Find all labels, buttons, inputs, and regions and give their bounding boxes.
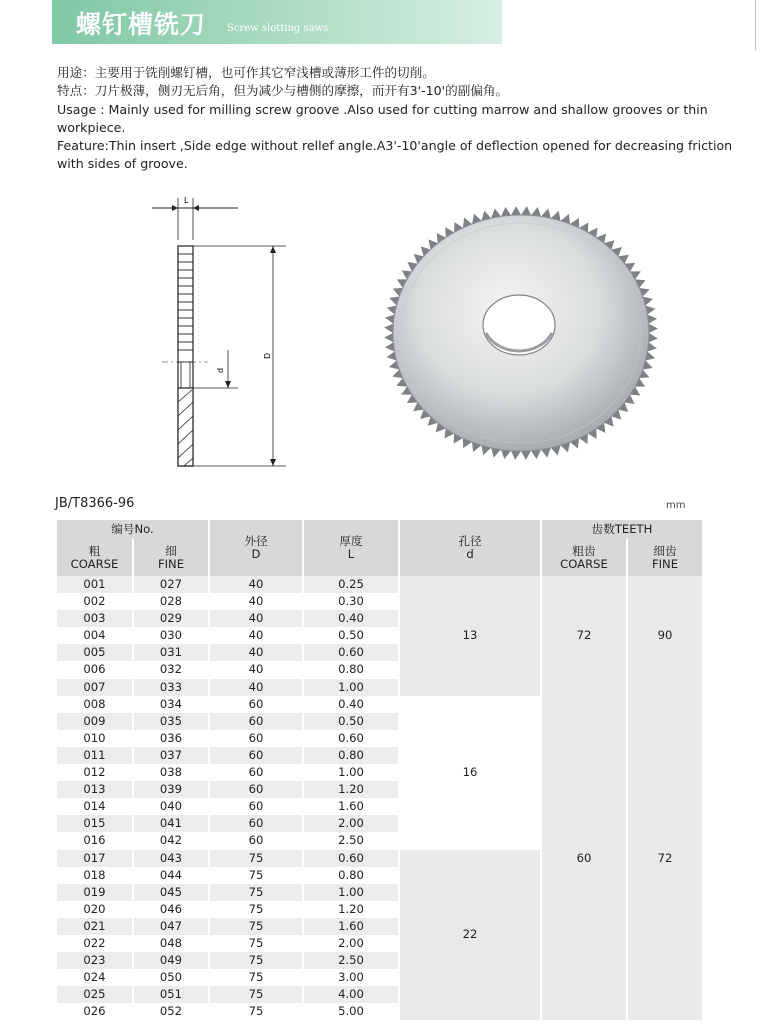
cell-thickness: 0.40 <box>304 610 400 627</box>
cell-fine-no: 042 <box>134 832 210 849</box>
cell-fine-no: 041 <box>134 815 210 832</box>
cell-thickness: 0.60 <box>304 730 400 747</box>
cell-thickness: 2.00 <box>304 815 400 832</box>
cell-fine-no: 050 <box>134 969 210 986</box>
cell-thickness: 0.60 <box>304 850 400 867</box>
description <box>57 64 737 174</box>
saw-tooth <box>521 206 531 215</box>
cell-fine-no: 043 <box>134 850 210 867</box>
cell-outer-diameter: 60 <box>210 815 304 832</box>
cell-teeth-coarse: 60 <box>542 696 628 1021</box>
cell-fine-no: 038 <box>134 764 210 781</box>
header-no: 编号No. <box>57 520 210 539</box>
header-L <box>304 520 400 576</box>
cell-bore: 13 <box>400 576 542 696</box>
cell-fine-no: 034 <box>134 696 210 713</box>
cell-fine-no: 028 <box>134 593 210 610</box>
cell-coarse-no: 013 <box>57 781 134 798</box>
cell-outer-diameter: 40 <box>210 610 304 627</box>
header-fine <box>134 539 210 576</box>
cell-fine-no: 051 <box>134 986 210 1003</box>
cell-coarse-no: 018 <box>57 867 134 884</box>
cell-thickness: 1.00 <box>304 679 400 696</box>
header-tfine-en: FINE <box>651 556 679 571</box>
cell-coarse-no: 003 <box>57 610 134 627</box>
cell-outer-diameter: 60 <box>210 747 304 764</box>
cell-coarse-no: 005 <box>57 644 134 661</box>
header-teeth-fine <box>628 539 702 576</box>
header-tcoarse-zh: 粗齿 <box>572 543 596 558</box>
saw-tooth <box>649 333 658 342</box>
feature-en: Feature:Thin insert ,Side edge without rellef angle.A3'-10'angle of deflection opened for decreasing friction <box>57 138 733 154</box>
cell-coarse-no: 017 <box>57 850 134 867</box>
cell-fine-no: 039 <box>134 781 210 798</box>
cell-fine-no: 052 <box>134 1003 210 1020</box>
cell-outer-diameter: 75 <box>210 1003 304 1020</box>
cross-section-drawing <box>148 190 288 480</box>
header-L-zh: 厚度 <box>339 534 363 548</box>
cell-outer-diameter: 60 <box>210 730 304 747</box>
cell-coarse-no: 006 <box>57 661 134 678</box>
saw-tooth <box>384 324 393 333</box>
cell-coarse-no: 015 <box>57 815 134 832</box>
usage-en: Usage : Mainly used for milling screw groove .Also used for cutting marrow and shallow grooves or thin <box>57 101 708 117</box>
cell-outer-diameter: 75 <box>210 850 304 867</box>
cell-thickness: 1.60 <box>304 918 400 935</box>
usage-zh: 用途：主要用于铣削螺钉槽，也可作其它窄浅槽或薄形工件的切削。 <box>57 65 435 80</box>
cell-outer-diameter: 40 <box>210 661 304 678</box>
cell-outer-diameter: 75 <box>210 884 304 901</box>
cell-fine-no: 047 <box>134 918 210 935</box>
cell-thickness: 1.20 <box>304 781 400 798</box>
cell-outer-diameter: 60 <box>210 781 304 798</box>
header-D <box>210 520 304 576</box>
header-teeth: 齿数TEETH <box>542 520 702 539</box>
header-coarse-zh: 粗 <box>88 543 101 558</box>
cell-fine-no: 048 <box>134 935 210 952</box>
cell-thickness: 0.25 <box>304 576 400 593</box>
cell-fine-no: 037 <box>134 747 210 764</box>
cell-fine-no: 027 <box>134 576 210 593</box>
spec-table-body <box>57 576 702 1020</box>
cell-coarse-no: 001 <box>57 576 134 593</box>
saw-tooth <box>521 451 531 460</box>
cell-outer-diameter: 60 <box>210 798 304 815</box>
header-L-en: L <box>347 547 355 561</box>
cell-thickness: 2.50 <box>304 832 400 849</box>
cell-thickness: 1.00 <box>304 764 400 781</box>
table-row <box>57 576 702 593</box>
cell-fine-no: 032 <box>134 661 210 678</box>
cell-thickness: 0.80 <box>304 661 400 678</box>
label-d: d <box>216 367 225 373</box>
cell-teeth-fine: 72 <box>628 696 702 1021</box>
standard-code: JB/T8366-96 <box>55 496 135 511</box>
cell-fine-no: 033 <box>134 679 210 696</box>
label-L: L <box>184 196 189 205</box>
cell-coarse-no: 020 <box>57 901 134 918</box>
feature-en-cont: with sides of groove. <box>57 156 188 172</box>
cell-thickness: 0.50 <box>304 713 400 730</box>
saw-tooth <box>511 206 521 215</box>
cell-bore: 16 <box>400 696 542 850</box>
spec-table <box>57 520 702 1020</box>
feature-zh: 特点：刀片极薄，侧刃无后角，但为减少与槽侧的摩擦，而开有3'-10'的副偏角。 <box>57 83 509 99</box>
cell-thickness: 1.00 <box>304 884 400 901</box>
header-coarse <box>57 539 134 576</box>
saw-tooth <box>511 451 521 460</box>
cell-coarse-no: 014 <box>57 798 134 815</box>
cell-outer-diameter: 40 <box>210 627 304 644</box>
header-teeth-coarse <box>542 539 628 576</box>
title-en: Screw slotting saws <box>227 23 329 34</box>
cell-thickness: 3.00 <box>304 969 400 986</box>
saw-tooth <box>384 333 393 342</box>
header-fine-zh: 细 <box>165 543 177 558</box>
cell-outer-diameter: 75 <box>210 918 304 935</box>
cell-outer-diameter: 60 <box>210 713 304 730</box>
cell-fine-no: 040 <box>134 798 210 815</box>
title-zh: 螺钉槽铣刀 <box>76 10 207 39</box>
cell-outer-diameter: 75 <box>210 969 304 986</box>
cell-coarse-no: 023 <box>57 952 134 969</box>
cell-thickness: 1.60 <box>304 798 400 815</box>
cell-coarse-no: 010 <box>57 730 134 747</box>
cell-thickness: 5.00 <box>304 1003 400 1020</box>
cell-thickness: 0.30 <box>304 593 400 610</box>
cell-fine-no: 044 <box>134 867 210 884</box>
cell-coarse-no: 009 <box>57 713 134 730</box>
header-coarse-en: COARSE <box>70 556 119 571</box>
header-D-en: D <box>251 547 261 561</box>
cell-outer-diameter: 60 <box>210 764 304 781</box>
cell-outer-diameter: 60 <box>210 832 304 849</box>
cell-outer-diameter: 40 <box>210 679 304 696</box>
label-D: D <box>263 352 272 359</box>
header-fine-en: FINE <box>157 556 185 571</box>
cell-fine-no: 045 <box>134 884 210 901</box>
cell-thickness: 0.80 <box>304 867 400 884</box>
cell-coarse-no: 011 <box>57 747 134 764</box>
usage-en-cont: workpiece. <box>57 119 126 135</box>
cell-thickness: 0.80 <box>304 747 400 764</box>
cell-outer-diameter: 75 <box>210 901 304 918</box>
header-tcoarse-en: COARSE <box>560 556 608 571</box>
cell-fine-no: 031 <box>134 644 210 661</box>
cell-outer-diameter: 75 <box>210 952 304 969</box>
cell-thickness: 0.50 <box>304 627 400 644</box>
header-d-zh: 孔径 <box>458 534 482 548</box>
header-d <box>400 520 542 576</box>
header-tfine-zh: 细齿 <box>653 543 677 558</box>
cell-coarse-no: 025 <box>57 986 134 1003</box>
cell-coarse-no: 026 <box>57 1003 134 1020</box>
cell-thickness: 0.60 <box>304 644 400 661</box>
cell-thickness: 2.00 <box>304 935 400 952</box>
cell-coarse-no: 008 <box>57 696 134 713</box>
cell-thickness: 4.00 <box>304 986 400 1003</box>
cell-fine-no: 029 <box>134 610 210 627</box>
cell-coarse-no: 022 <box>57 935 134 952</box>
cell-outer-diameter: 40 <box>210 644 304 661</box>
cell-coarse-no: 019 <box>57 884 134 901</box>
cell-coarse-no: 002 <box>57 593 134 610</box>
cell-teeth-coarse: 72 <box>542 576 628 696</box>
cell-fine-no: 035 <box>134 713 210 730</box>
cell-coarse-no: 012 <box>57 764 134 781</box>
title-banner <box>52 0 502 44</box>
cell-outer-diameter: 40 <box>210 576 304 593</box>
cell-teeth-fine: 90 <box>628 576 702 696</box>
cell-outer-diameter: 60 <box>210 696 304 713</box>
cell-coarse-no: 004 <box>57 627 134 644</box>
cell-coarse-no: 007 <box>57 679 134 696</box>
cell-thickness: 2.50 <box>304 952 400 969</box>
header-d-en: d <box>466 547 474 561</box>
saw-tooth <box>649 324 658 333</box>
cell-outer-diameter: 75 <box>210 867 304 884</box>
saw-blade-image <box>376 198 666 468</box>
cell-coarse-no: 016 <box>57 832 134 849</box>
cell-bore: 22 <box>400 850 542 1021</box>
cell-thickness: 0.40 <box>304 696 400 713</box>
page-edge-line <box>755 0 756 50</box>
unit-label: mm <box>666 500 686 511</box>
cell-coarse-no: 024 <box>57 969 134 986</box>
cell-fine-no: 049 <box>134 952 210 969</box>
cell-fine-no: 046 <box>134 901 210 918</box>
table-row <box>57 696 702 713</box>
cell-outer-diameter: 40 <box>210 593 304 610</box>
cell-coarse-no: 021 <box>57 918 134 935</box>
cell-fine-no: 036 <box>134 730 210 747</box>
cell-fine-no: 030 <box>134 627 210 644</box>
cell-outer-diameter: 75 <box>210 935 304 952</box>
cell-outer-diameter: 75 <box>210 986 304 1003</box>
header-D-zh: 外径 <box>244 534 268 548</box>
cell-thickness: 1.20 <box>304 901 400 918</box>
